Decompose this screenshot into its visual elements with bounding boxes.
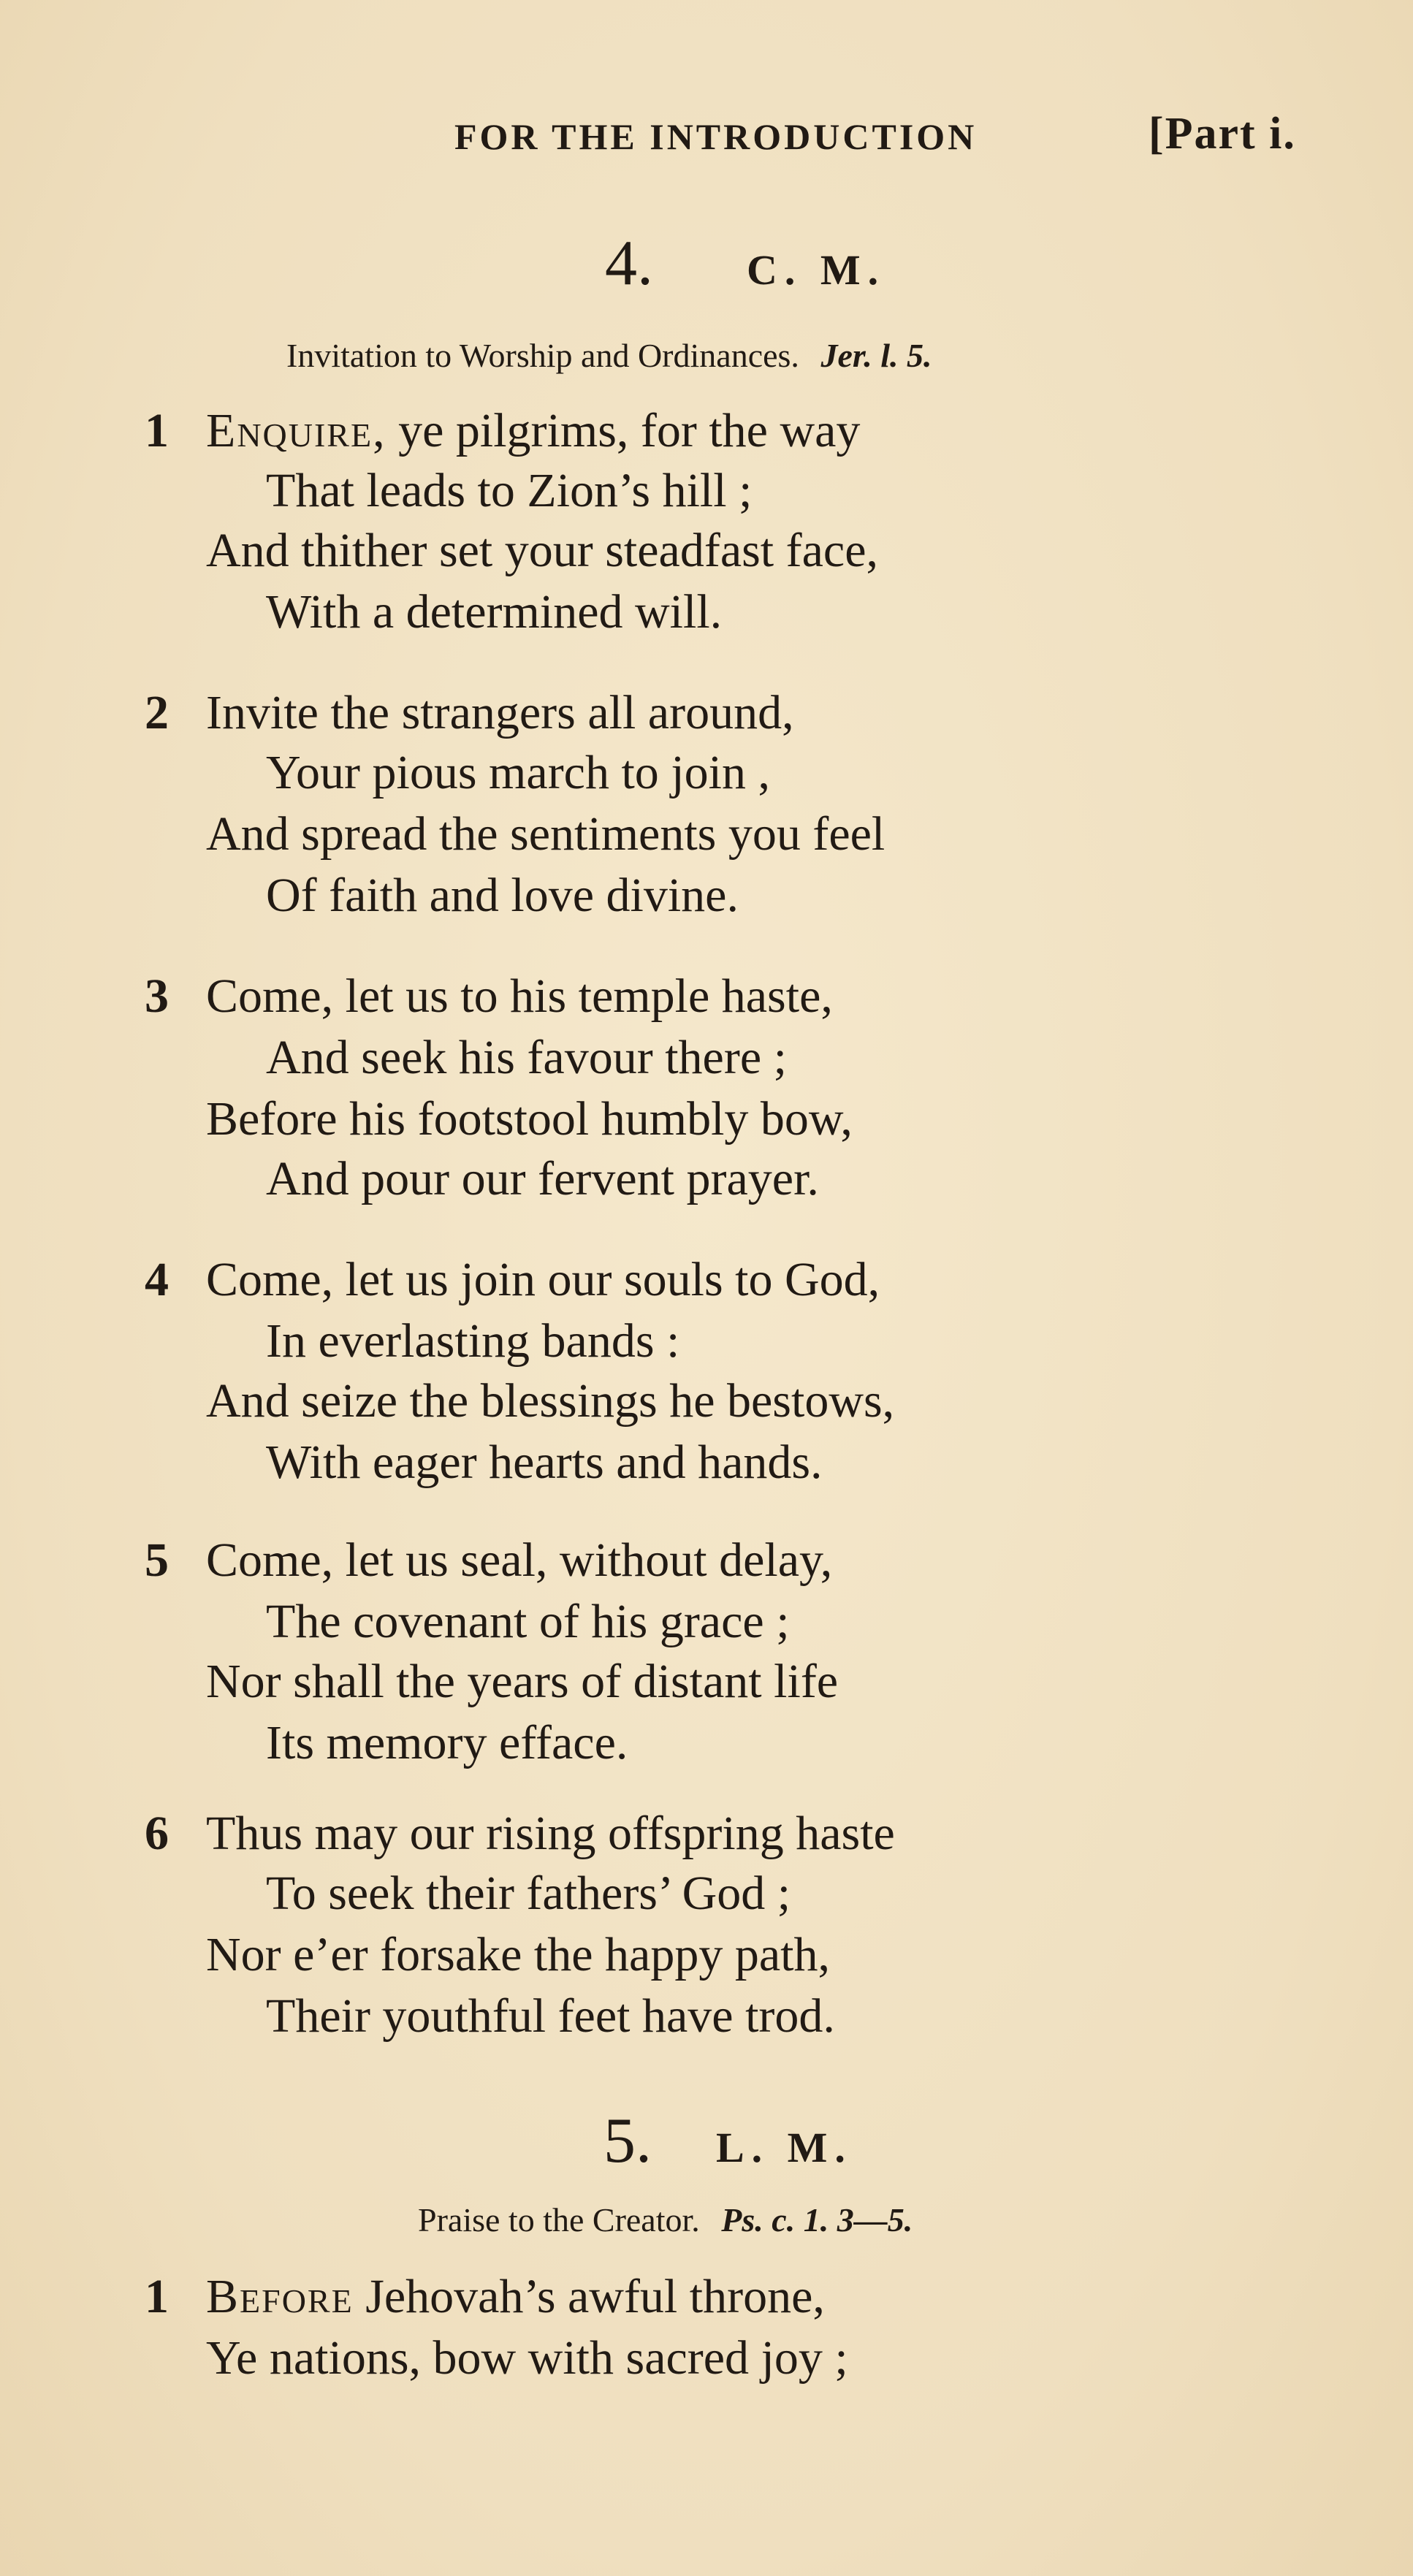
verse-line: Ye nations, bow with sacred joy ; [206, 2331, 848, 2385]
part-label: [Part i. [1149, 109, 1296, 159]
verse-line: Invite the strangers all around, [206, 686, 794, 739]
verse-line: Their youthful feet have trod. [266, 1989, 835, 2043]
verse-line: Come, let us to his temple haste, [206, 969, 833, 1023]
hymn-subtitle: Praise to the Creator. Ps. c. 1. 3—5. [418, 2201, 913, 2238]
running-header: FOR THE INTRODUCTION [454, 116, 978, 157]
verse-line: To seek their fathers’ God ; [266, 1867, 791, 1920]
stanza-number: 1 [145, 404, 169, 457]
stanza-number: 5 [145, 1533, 169, 1587]
verse-line: That leads to Zion’s hill ; [266, 464, 753, 517]
verse-line: In everlasting bands : [266, 1314, 680, 1368]
hymn-number: 5. [603, 2106, 652, 2176]
verse-line: And seek his favour there ; [266, 1031, 787, 1084]
verse-line: With a determined will. [266, 585, 723, 639]
verse-line: And spread the sentiments you feel [206, 807, 885, 861]
verse-line: Thus may our rising offspring haste [206, 1807, 895, 1860]
stanza-number: 3 [145, 969, 169, 1023]
stanza-number: 4 [145, 1253, 169, 1306]
hymn-meter: L. M. [716, 2124, 853, 2171]
verse-line: And pour our fervent prayer. [266, 1152, 819, 1205]
verse-line: With eager hearts and hands. [266, 1436, 823, 1489]
hymn-meter: C. M. [747, 246, 886, 294]
stanza-number: 1 [145, 2270, 169, 2323]
verse-line: Before his footstool humbly bow, [206, 1092, 853, 1146]
verse-line: And seize the blessings he bestows, [206, 1374, 895, 1428]
verse-line: Nor e’er forsake the happy path, [206, 1928, 830, 1981]
hymn-number: 4. [605, 228, 653, 299]
verse-line: Come, let us seal, without delay, [206, 1533, 833, 1587]
verse-line: Your pious march to join , [266, 746, 770, 799]
stanza-number: 2 [145, 686, 169, 739]
verse-line: Its memory efface. [266, 1716, 628, 1769]
verse-line: Of faith and love divine. [266, 869, 739, 922]
verse-line: Before Jehovah’s awful throne, [206, 2270, 825, 2323]
verse-line: Nor shall the years of distant life [206, 1655, 839, 1708]
stanza-number: 6 [145, 1807, 169, 1860]
verse-line: Enquire, ye pilgrims, for the way [206, 404, 861, 457]
hymn-subtitle: Invitation to Worship and Ordinances. Jer. l. 5. [286, 337, 932, 374]
verse-line: Come, let us join our souls to God, [206, 1253, 880, 1306]
verse-line: The covenant of his grace ; [266, 1595, 790, 1648]
verse-line: And thither set your steadfast face, [206, 524, 879, 577]
